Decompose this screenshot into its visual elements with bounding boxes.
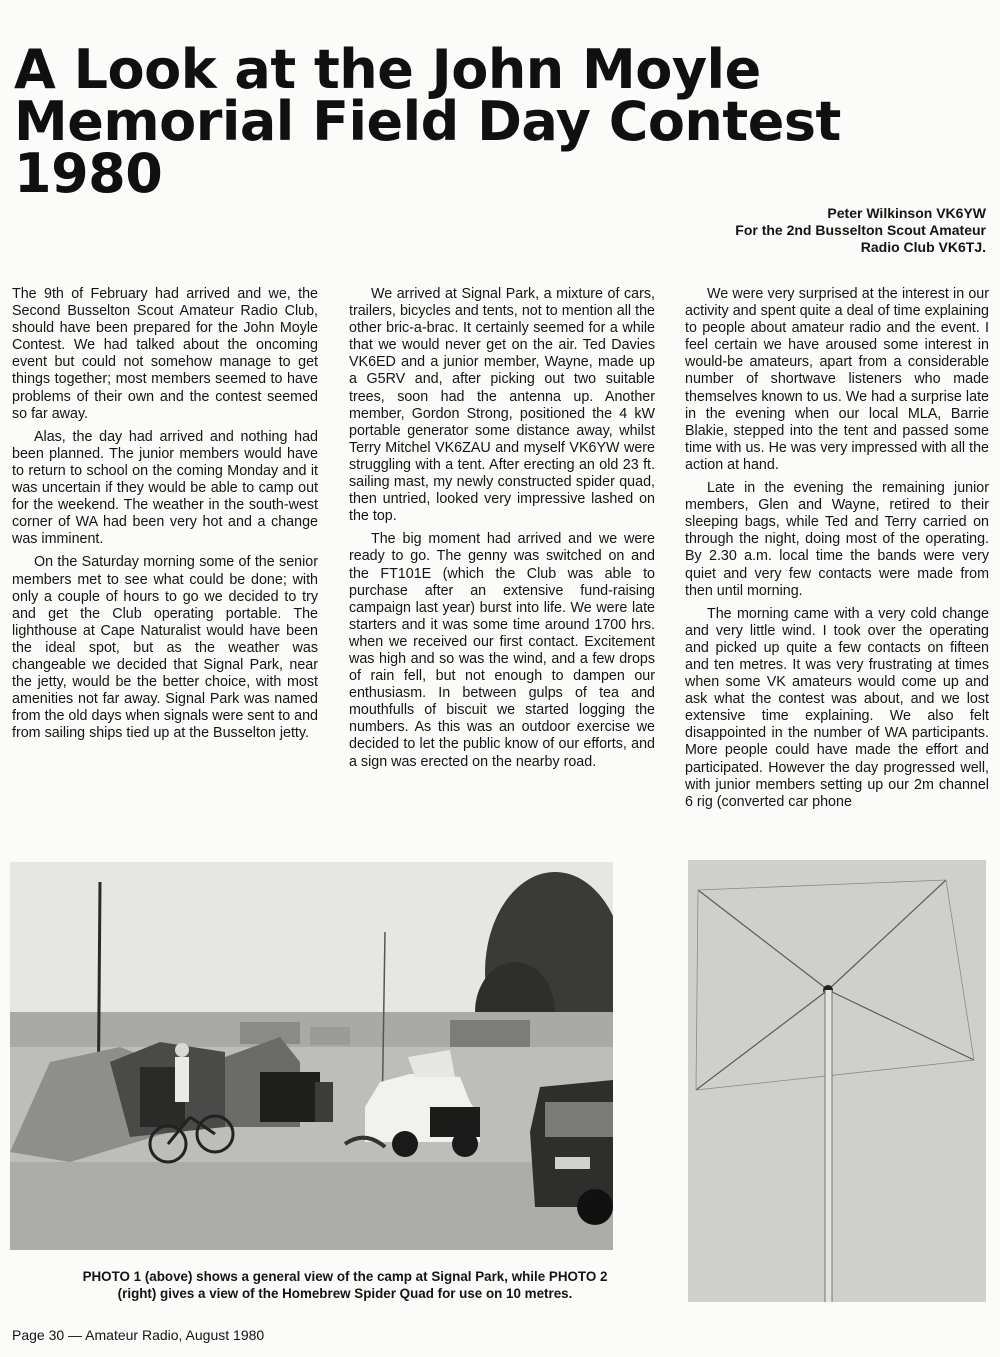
caption-line: PHOTO 1 (above) shows a general view of the camp at Signal Park, while PHOTO 2 xyxy=(82,1269,608,1284)
title-line: 1980 xyxy=(14,142,163,205)
paragraph: Late in the evening the remaining junior members, Glen and Wayne, retired to their sleeping bags, while Ted and Terry carried on through the night, doing most of the operating. By 2.30 a.m. local time the bands were very quiet and very few contacts were made from then until morning. xyxy=(685,480,989,599)
paragraph: The big moment had arrived and we were ready to go. The genny was switched on and the FT101E (which the Club was able to purchase after an extensive fund-raising campaign last year) burst into life. We were late starters and it was some time around 1700 hrs. when we received our first contact. Excitement was high and so was the wind, and a few drops of rain fell, but not enough to dampen our enthusiasm. In between gulps of tea and mouthfulls of biscuit we started logging the numbers. As this was an outdoor exercise we decided to let the public know of our efforts, and a sign was erected on the nearby road. xyxy=(349,531,655,770)
caption-line: (right) gives a view of the Homebrew Spider Quad for use on 10 metres. xyxy=(117,1286,573,1301)
photo-camp-signal-park xyxy=(10,862,613,1250)
column-1 xyxy=(12,286,318,748)
page-footer: Page 30 — Amateur Radio, August 1980 xyxy=(12,1327,265,1343)
paragraph: The 9th of February had arrived and we, the Second Busselton Scout Amateur Radio Club, should have been prepared for the John Moyle Contest. We had talked about the oncoming event but could not somehow manage to get things together; most members seemed to have problems of their own and the contest seemed so far away. xyxy=(12,286,318,422)
column-3 xyxy=(685,286,989,817)
paragraph: We arrived at Signal Park, a mixture of cars, trailers, bicycles and tents, not to mention all the other bric-a-brac. It certainly seemed for a while that we would never get on the air. Ted Davies VK6ED and a junior member, Wayne, made up a G5RV and, after picking out two suitable trees, soon had the antenna up. Another member, Gordon Strong, positioned the 4 kW portable generator some distance away, whilst Terry Mitchel VK6ZAU and myself VK6YW were struggling with a tent. After erecting an old 23 ft. sailing mast, my newly constructed spider quad, then untried, looked very impressive lashed on the top. xyxy=(349,286,655,525)
article-title xyxy=(14,38,994,205)
author-affiliation: For the 2nd Busselton Scout Amateur xyxy=(735,222,986,238)
column-2 xyxy=(349,286,655,777)
title-line: Memorial Field Day Contest xyxy=(14,90,841,153)
paragraph: The morning came with a very cold change and very little wind. I took over the operating and picked up quite a few contacts on fifteen and ten metres. It was very frustrating at times when some VK amateurs would come up and ask what the contest was about, and we lost extensive time explaining. We also felt disappointed in the number of WA participants. More people could have made the effort and participated. However the day progressed well, with junior members setting up our 2m channel 6 rig (converted car phone xyxy=(685,605,989,810)
paragraph: Alas, the day had arrived and nothing had been planned. The junior members would have to return to school on the coming Monday and it was uncertain if they would be able to camp out for the weekend. The weather in the south-west corner of WA had been very hot and a change was imminent. xyxy=(12,428,318,548)
photo-spider-quad-antenna xyxy=(688,860,986,1302)
author-name: Peter Wilkinson VK6YW xyxy=(827,205,986,221)
byline xyxy=(526,205,986,256)
paragraph: On the Saturday morning some of the senior members met to see what could be done; with only a couple of hours to go we decided to try and get the Club operating portable. The lighthouse at Cape Naturalist would have been the ideal spot, but as the weather was changeable we decided that Signal Park, near the jetty, would be the better choice, with most amenities not far away. Signal Park was named from the old days when signals were sent to and from sailing ships tied up at the Busselton jetty. xyxy=(12,554,318,742)
photo-caption xyxy=(14,1268,676,1302)
author-affiliation: Radio Club VK6TJ. xyxy=(860,239,986,255)
title-line: A Look at the John Moyle xyxy=(14,38,761,101)
paragraph: We were very surprised at the interest in our activity and spent quite a deal of time explaining to people about amateur radio and the event. I feel certain we have aroused some interest in would-be amateurs, apart from a considerable number of shortwave listeners who made themselves known to us. We had a surprise late in the evening when our local MLA, Barrie Blakie, stepped into the tent and passed some time with us. He was very impressed with all the action at hand. xyxy=(685,286,989,473)
